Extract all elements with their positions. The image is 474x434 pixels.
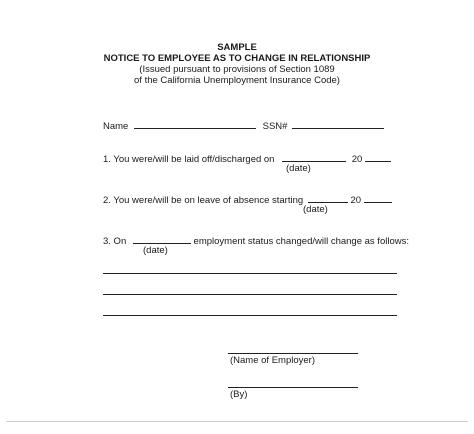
document-code-line: of the California Unemployment Insurance Code): [134, 75, 340, 86]
name-ssn-row: [103, 119, 384, 132]
employer-caption: (Name of Employer): [230, 355, 315, 366]
document-title: SAMPLE: [217, 42, 257, 53]
by-caption: (By): [230, 389, 248, 400]
item3-date-field[interactable]: [133, 234, 191, 244]
item2-row: [103, 193, 392, 206]
item1-date-caption: (date): [286, 163, 311, 174]
details-line-3[interactable]: [103, 315, 397, 316]
item3-date-caption: (date): [143, 245, 168, 256]
by-signature-line[interactable]: [228, 387, 358, 388]
name-field[interactable]: [134, 119, 256, 129]
item2-date-caption: (date): [303, 204, 328, 215]
item3-prefix: 3. On: [103, 236, 127, 247]
item2-date-field[interactable]: [308, 193, 348, 203]
item2-year-label: 20: [350, 195, 362, 206]
item3-suffix: employment status changed/will change as follows:: [193, 236, 409, 247]
ssn-field[interactable]: [292, 119, 384, 129]
item1-row: [103, 152, 391, 165]
item1-date-field[interactable]: [282, 152, 346, 162]
document-subtitle: NOTICE TO EMPLOYEE AS TO CHANGE IN RELATIONSHIP: [103, 53, 371, 64]
item2-label: 2. You were/will be on leave of absence starting: [103, 195, 304, 206]
document-issued-line: (Issued pursuant to provisions of Section 1089: [139, 64, 335, 75]
item2-year-field[interactable]: [364, 193, 392, 203]
name-label: Name: [103, 121, 129, 132]
document-header: [0, 42, 474, 86]
employer-signature-line[interactable]: [228, 353, 358, 354]
item1-year-label: 20: [351, 154, 363, 165]
item1-year-field[interactable]: [365, 152, 391, 162]
details-line-1[interactable]: [103, 273, 397, 274]
details-line-2[interactable]: [103, 294, 397, 295]
ssn-label: SSN#: [262, 121, 288, 132]
item1-label: 1. You were/will be laid off/discharged on: [103, 154, 275, 165]
page-bottom-divider: [6, 421, 468, 422]
